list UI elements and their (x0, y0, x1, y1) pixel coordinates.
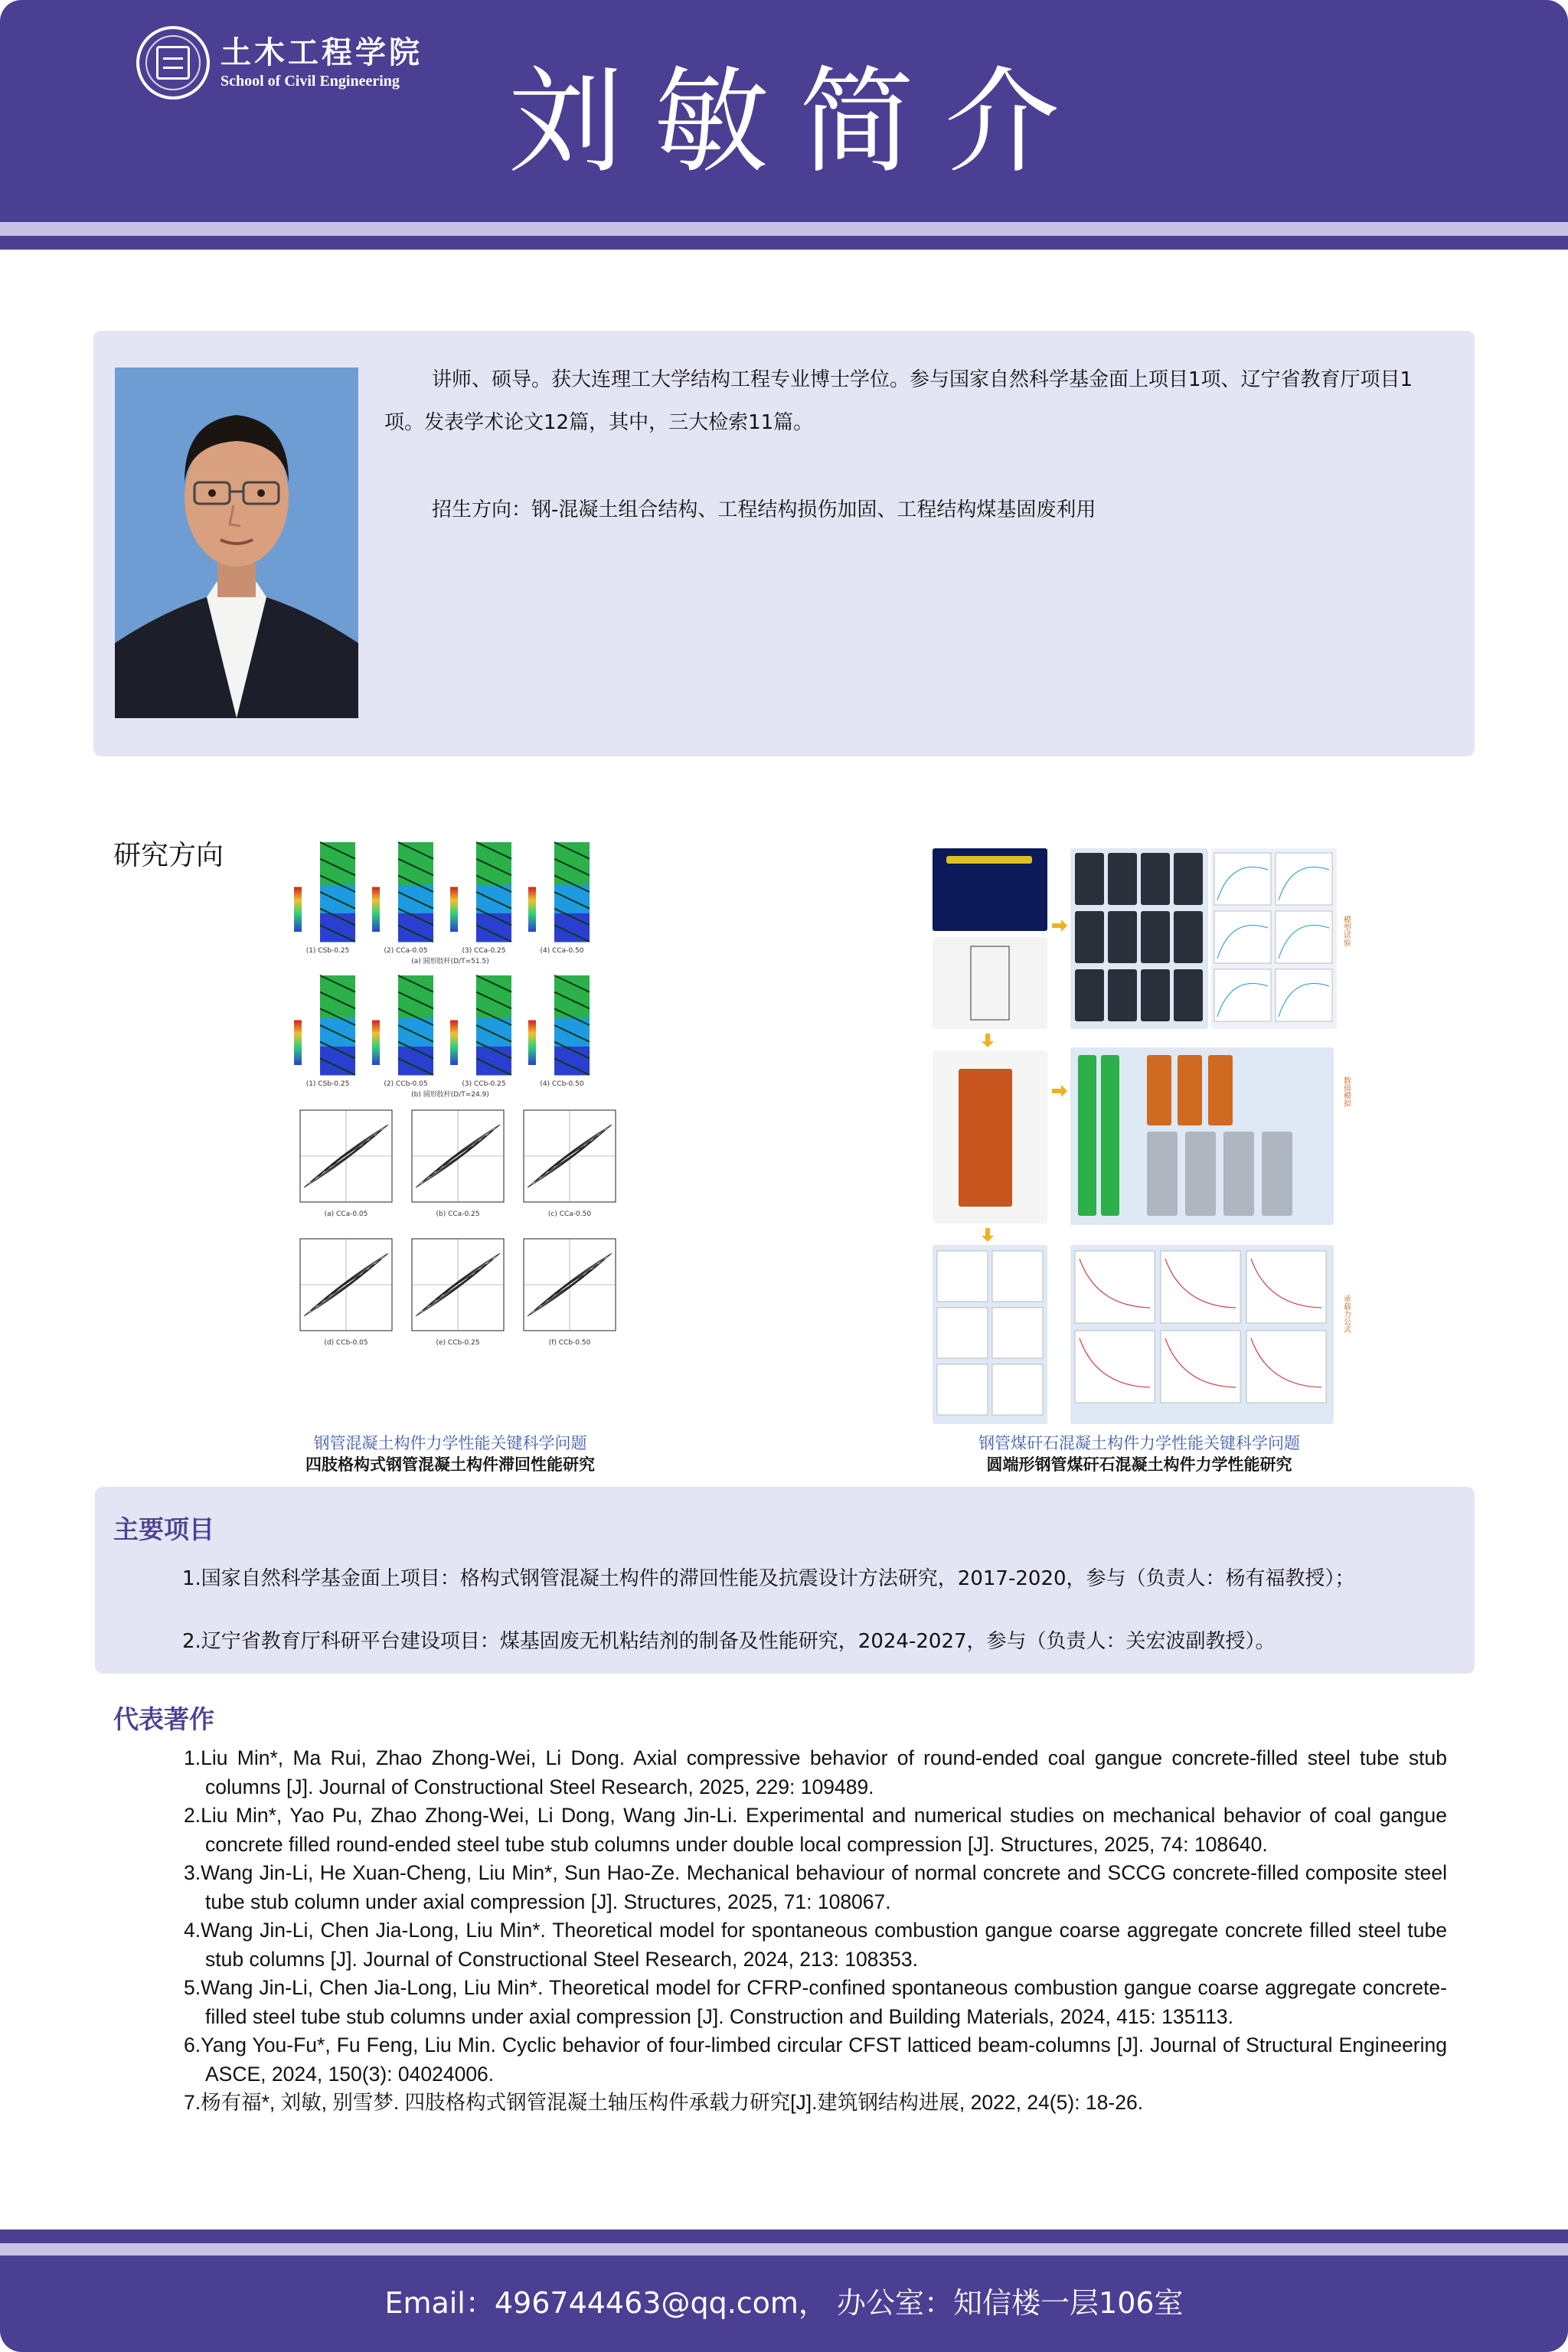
hysteresis-label: (f) CCb-0.50 (548, 1339, 591, 1347)
publication-item: 5.Wang Jin-Li, Chen Jia-Long, Liu Min*. Theoretical model for CFRP-confined spontaneous combustion gangue coarse aggregate concrete-filled steel tube stub columns under axial compression [J]. Construction and Building Materials, 2024, 415: 135113. (184, 1976, 1447, 2028)
contact-info: Email：496744463@qq.com， 办公室：知信楼一层106室 (384, 2286, 1184, 2320)
formula-panel (937, 1308, 988, 1358)
specimen-photo (1075, 911, 1104, 963)
formula-panel (1161, 1251, 1240, 1323)
publication-item: 6.Yang You-Fu*, Fu Feng, Liu Min. Cyclic behavior of four-limbed circular CFST latticed beam-columns [J]. Journal of Structural Engineering ASCE, 2024, 150(3): 04024006. (184, 2034, 1447, 2086)
flow-arrow (982, 1034, 994, 1047)
projects-title: 主要项目 (113, 1514, 214, 1544)
tower-model (450, 842, 511, 942)
header-banner (0, 0, 1568, 222)
tower-band (320, 857, 355, 871)
contour-legend (528, 1021, 536, 1066)
tower-band (320, 990, 355, 1004)
contour-legend (294, 1021, 302, 1066)
tower-band (398, 990, 433, 1004)
fe-deformed (1078, 1055, 1096, 1216)
tower-label: (2) CCb-0.05 (384, 1080, 428, 1088)
latticed-cfst-figure (268, 841, 632, 1407)
bio-text: 讲师、硕导。获大连理工大学结构工程专业博士学位。参与国家自然科学基金面上项目1项、辽宁省教育厅项目1项。发表学术论文12篇，其中，三大检索11篇。 (384, 368, 1413, 434)
fe-mesh (1262, 1132, 1292, 1216)
coal-gangue-figure (928, 839, 1351, 1429)
side-label: 承载力公式 (1341, 1295, 1351, 1333)
formula-panel (1161, 1331, 1240, 1403)
contour-legend (372, 887, 380, 933)
research-heading: 研究方向 (113, 840, 224, 871)
specimen-photo (1174, 911, 1203, 963)
project-item: 2.辽宁省教育厅科研平台建设项目：煤基固废无机粘结剂的制备及性能研究，2024-2027，参与（负责人：关宏波副教授）。 (182, 1630, 1276, 1653)
figure-coal-gangue (928, 839, 1351, 1429)
tower-band (554, 913, 590, 928)
hysteresis-label: (d) CCb-0.05 (324, 1339, 368, 1347)
tower-band (398, 857, 433, 871)
fe-mesh (1185, 1132, 1216, 1216)
formula-panel (937, 1251, 988, 1302)
tower-band (398, 885, 433, 900)
fe-deformed (1101, 1055, 1119, 1216)
fe-column (959, 1069, 1012, 1207)
publication-item: 2.Liu Min*, Yao Pu, Zhao Zhong-Wei, Li Dong, Wang Jin-Li. Experimental and numerical studies on mechanical behavior of coal gangue concrete filled round-ended steel tube stub columns under double local compression [J]. Structures, 2025, 74: 108640. (184, 1804, 1447, 1856)
contour-legend (528, 887, 536, 933)
intro-panel (93, 331, 1475, 756)
tower-model (372, 975, 433, 1076)
flow-arrow (1052, 920, 1067, 932)
formula-panel (937, 1364, 988, 1415)
publication-item: 7.杨有福*, 刘敏, 别雪梦. 四肢格构式钢管混凝土轴压构件承载力研究[J].建筑钢结构进展, 2022, 24(5): 18-26. (184, 2091, 1144, 2114)
tower-band (320, 1018, 355, 1033)
tower-band (554, 857, 590, 871)
tower-band (554, 885, 590, 900)
contour-legend (450, 1021, 458, 1066)
tower-label: (1) CSb-0.25 (305, 1080, 350, 1088)
tower-band (320, 885, 355, 900)
side-label: 数值模拟 (1341, 1076, 1351, 1107)
specimen-photo (1108, 969, 1137, 1021)
specimen-photo (1108, 853, 1137, 905)
tower-band (398, 913, 433, 928)
formula-panel (1075, 1251, 1155, 1323)
specimen-photo (1108, 911, 1137, 963)
contour-legend (450, 887, 458, 933)
row-caption: (b) 圆形肢杆(D/T=24.9) (411, 1091, 489, 1099)
formula-panel (992, 1364, 1043, 1415)
footer-stripe-light (0, 2243, 1568, 2256)
tower-label: (2) CCa-0.05 (384, 947, 428, 955)
tower-band (476, 913, 511, 928)
publication-list (184, 1744, 1447, 2118)
tower-band (554, 990, 590, 1004)
formula-panel (1075, 1331, 1155, 1403)
tower-band (476, 990, 511, 1004)
hysteresis-label: (e) CCb-0.25 (436, 1339, 480, 1347)
publication-item: 3.Wang Jin-Li, He Xuan-Cheng, Liu Min*, Sun Hao-Ze. Mechanical behaviour of normal concrete and SCCG concrete-filled composite steel tube stub column under axial compression [J]. Structures, 2025, 71: 108067. (184, 1861, 1447, 1913)
fe-contour (1178, 1055, 1202, 1125)
test-rig-beam (946, 856, 1032, 864)
tower-model (528, 975, 590, 1076)
right-figure-caption-title: 钢管煤矸石混凝土构件力学性能关键科学问题 (978, 1434, 1300, 1452)
tower-label: (3) CCa-0.25 (462, 947, 506, 955)
figure-latticed-cfst (268, 841, 632, 1430)
curve-panel (1214, 911, 1271, 963)
tower-model (372, 842, 433, 942)
projects-panel (95, 1487, 1475, 1674)
portrait-photo (115, 368, 358, 718)
project-item: 1.国家自然科学基金面上项目：格构式钢管混凝土构件的滞回性能及抗震设计方法研究，2017-2020，参与（负责人：杨有福教授）； (182, 1567, 1355, 1590)
publications-title: 代表著作 (113, 1704, 214, 1734)
curve-panel (1276, 969, 1332, 1021)
formula-panel (992, 1251, 1043, 1302)
right-figure-caption-sub: 圆端形钢管煤矸石混凝土构件力学性能研究 (986, 1455, 1292, 1474)
curve-panel (1214, 853, 1271, 905)
enrollment-direction: 招生方向：钢-混凝土组合结构、工程结构损伤加固、工程结构煤基固废利用 (432, 498, 1096, 521)
specimen-photo (1075, 853, 1104, 905)
formula-panel (1246, 1251, 1326, 1323)
tower-label: (4) CCb-0.50 (540, 1080, 584, 1088)
tower-band (398, 1018, 433, 1033)
specimen-sketch (933, 937, 1047, 1029)
header-stripe-light (0, 222, 1568, 236)
fe-contour (1208, 1055, 1233, 1125)
school-name-en: School of Civil Engineering (220, 73, 400, 90)
header-stripe-dark (0, 236, 1568, 250)
specimen-photo (1075, 969, 1104, 1021)
tower-band (398, 1047, 433, 1061)
footer-stripe-dark (0, 2230, 1568, 2243)
tower-band (476, 1047, 511, 1061)
tower-model (294, 842, 355, 942)
fe-contour (1147, 1055, 1171, 1125)
flow-arrow (1052, 1085, 1067, 1097)
flow-arrow (982, 1228, 994, 1242)
specimen-photo (1174, 969, 1203, 1021)
formula-panel (992, 1308, 1043, 1358)
page-title: 刘敏简介 (508, 56, 1090, 189)
left-figure-caption-title: 钢管混凝土构件力学性能关键科学问题 (313, 1434, 587, 1452)
fe-mesh (1223, 1132, 1254, 1216)
footer-banner (0, 2256, 1568, 2352)
tower-band (476, 1018, 511, 1033)
tower-model (294, 975, 355, 1076)
curve-panel (1276, 911, 1332, 963)
hysteresis-label: (a) CCa-0.05 (324, 1210, 368, 1218)
formula-panel (1246, 1331, 1326, 1403)
tower-label: (4) CCa-0.50 (540, 947, 584, 955)
specimen-photo (1174, 853, 1203, 905)
side-label: 模型试验 (1341, 916, 1351, 946)
specimen-photo (1141, 853, 1170, 905)
left-figure-caption-sub: 四肢格构式钢管混凝土构件滞回性能研究 (305, 1455, 595, 1474)
tower-band (476, 857, 511, 871)
tower-band (554, 1018, 590, 1033)
tower-model (528, 842, 590, 942)
contour-legend (294, 887, 302, 933)
tower-model (450, 975, 511, 1076)
tower-label: (3) CCb-0.25 (462, 1080, 506, 1088)
fe-mesh (1147, 1132, 1178, 1216)
tower-band (554, 1047, 590, 1061)
publication-item: 4.Wang Jin-Li, Chen Jia-Long, Liu Min*. Theoretical model for spontaneous combustion gangue coarse aggregate concrete filled steel tube stub columns [J]. Journal of Constructional Steel Research, 2024, 213: 108353. (184, 1919, 1447, 1971)
contour-legend (372, 1021, 380, 1066)
publication-item: 1.Liu Min*, Ma Rui, Zhao Zhong-Wei, Li Dong. Axial compressive behavior of round-ended coal gangue concrete-filled steel tube stub columns [J]. Journal of Constructional Steel Research, 2025, 229: 109489. (184, 1746, 1447, 1798)
school-name-cn: 土木工程学院 (220, 34, 423, 70)
curve-panel (1276, 853, 1332, 905)
specimen-photo (1141, 969, 1170, 1021)
row-caption: (a) 圆形肢杆(D/T=51.5) (411, 958, 489, 965)
tower-band (320, 913, 355, 928)
curve-panel (1214, 969, 1271, 1021)
tower-band (320, 1047, 355, 1061)
tower-band (476, 885, 511, 900)
specimen-photo (1141, 911, 1170, 963)
tower-label: (1) CSb-0.25 (305, 947, 350, 955)
hysteresis-label: (c) CCa-0.50 (547, 1210, 592, 1218)
hysteresis-label: (b) CCa-0.25 (436, 1210, 480, 1218)
